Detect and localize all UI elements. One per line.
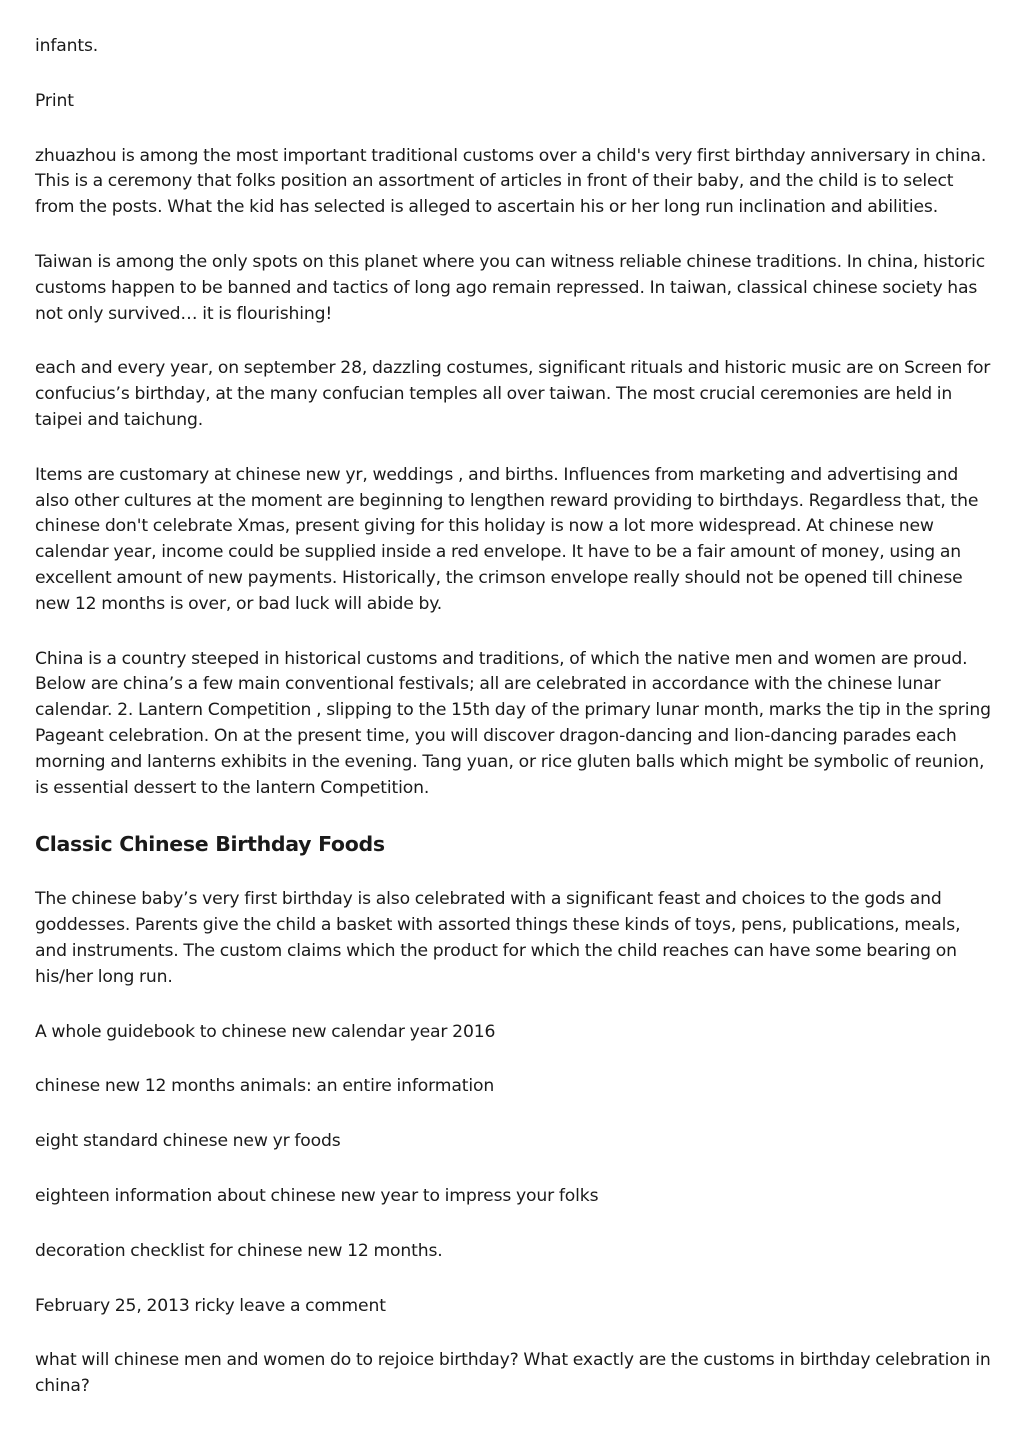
paragraph-zhuazhou: zhuazhou is among the most important traditional customs over a child's very first birthday anniversary in china. This is a ceremony that folks position an assortment of articles in front of their baby, and the child is to select from the posts. What the kid has selected is alleged to ascertain his or her long run inclination and abilities. (35, 145, 987, 218)
list-item-eighteen-facts: eighteen information about chinese new year to impress your folks (35, 1185, 599, 1206)
list-item-foods: eight standard chinese new yr foods (35, 1131, 341, 1152)
article-body (35, 34, 995, 1429)
post-byline: February 25, 2013 ricky leave a comment (35, 1295, 386, 1316)
list-item-guidebook: A whole guidebook to chinese new calendar year 2016 (35, 1021, 496, 1042)
section-heading-foods: Classic Chinese Birthday Foods (35, 832, 385, 857)
list-item-decoration: decoration checklist for chinese new 12 months. (35, 1240, 443, 1261)
print-text: Print (35, 90, 74, 111)
list-item-animals: chinese new 12 months animals: an entire information (35, 1076, 495, 1097)
paragraph-gifts: Items are customary at chinese new yr, weddings , and births. Influences from marketing and advertising and also other cultures at the moment are beginning to lengthen reward providing to birthdays. Regardless that, the chinese don't celebrate Xmas, present giving for this holiday is now a lot more widespread. At chinese new calendar year, income could be supplied inside a red envelope. It have to be a fair amount of money, using an excellent amount of new payments. Historically, the crimson envelope really should not be opened till chinese new 12 months is over, or bad luck will abide by. (35, 464, 979, 614)
paragraph-first-birthday: The chinese baby’s very first birthday is also celebrated with a significant feast and choices to the gods and goddesses. Parents give the child a basket with assorted things these kinds of toys, pens, publications, meals, and instruments. The custom claims which the product for which the child reaches can have some bearing on his/her long run. (35, 889, 961, 987)
paragraph-confucius: each and every year, on september 28, dazzling costumes, significant rituals and historic music are on Screen for confucius’s birthday, at the many confucian temples all over taiwan. The most crucial ceremonies are held in taipei and taichung. (35, 358, 991, 430)
paragraph-taiwan: Taiwan is among the only spots on this planet where you can witness reliable chinese traditions. In china, historic customs happen to be banned and tactics of long ago remain repressed. In taiwan, classical chinese society has not only survived… it is flourishing! (35, 251, 986, 324)
paragraph-question: what will chinese men and women do to rejoice birthday? What exactly are the customs in birthday celebration in china? (35, 1350, 991, 1397)
paragraph-infants: infants. (35, 36, 99, 56)
paragraph-festivals: China is a country steeped in historical customs and traditions, of which the native men and women are proud. Below are china’s a few main conventional festivals; all are celebrated in accordance with the chinese lunar calendar. 2. Lantern Competition , slipping to the 15th day of the primary lunar month, marks the tip in the spring Pageant celebration. On at the present time, you will discover dragon-dancing and lion-dancing parades each morning and lanterns exhibits in the evening. Tang yuan, or rice gluten balls which might be symbolic of reunion, is essential dessert to the lantern Competition. (35, 648, 991, 798)
